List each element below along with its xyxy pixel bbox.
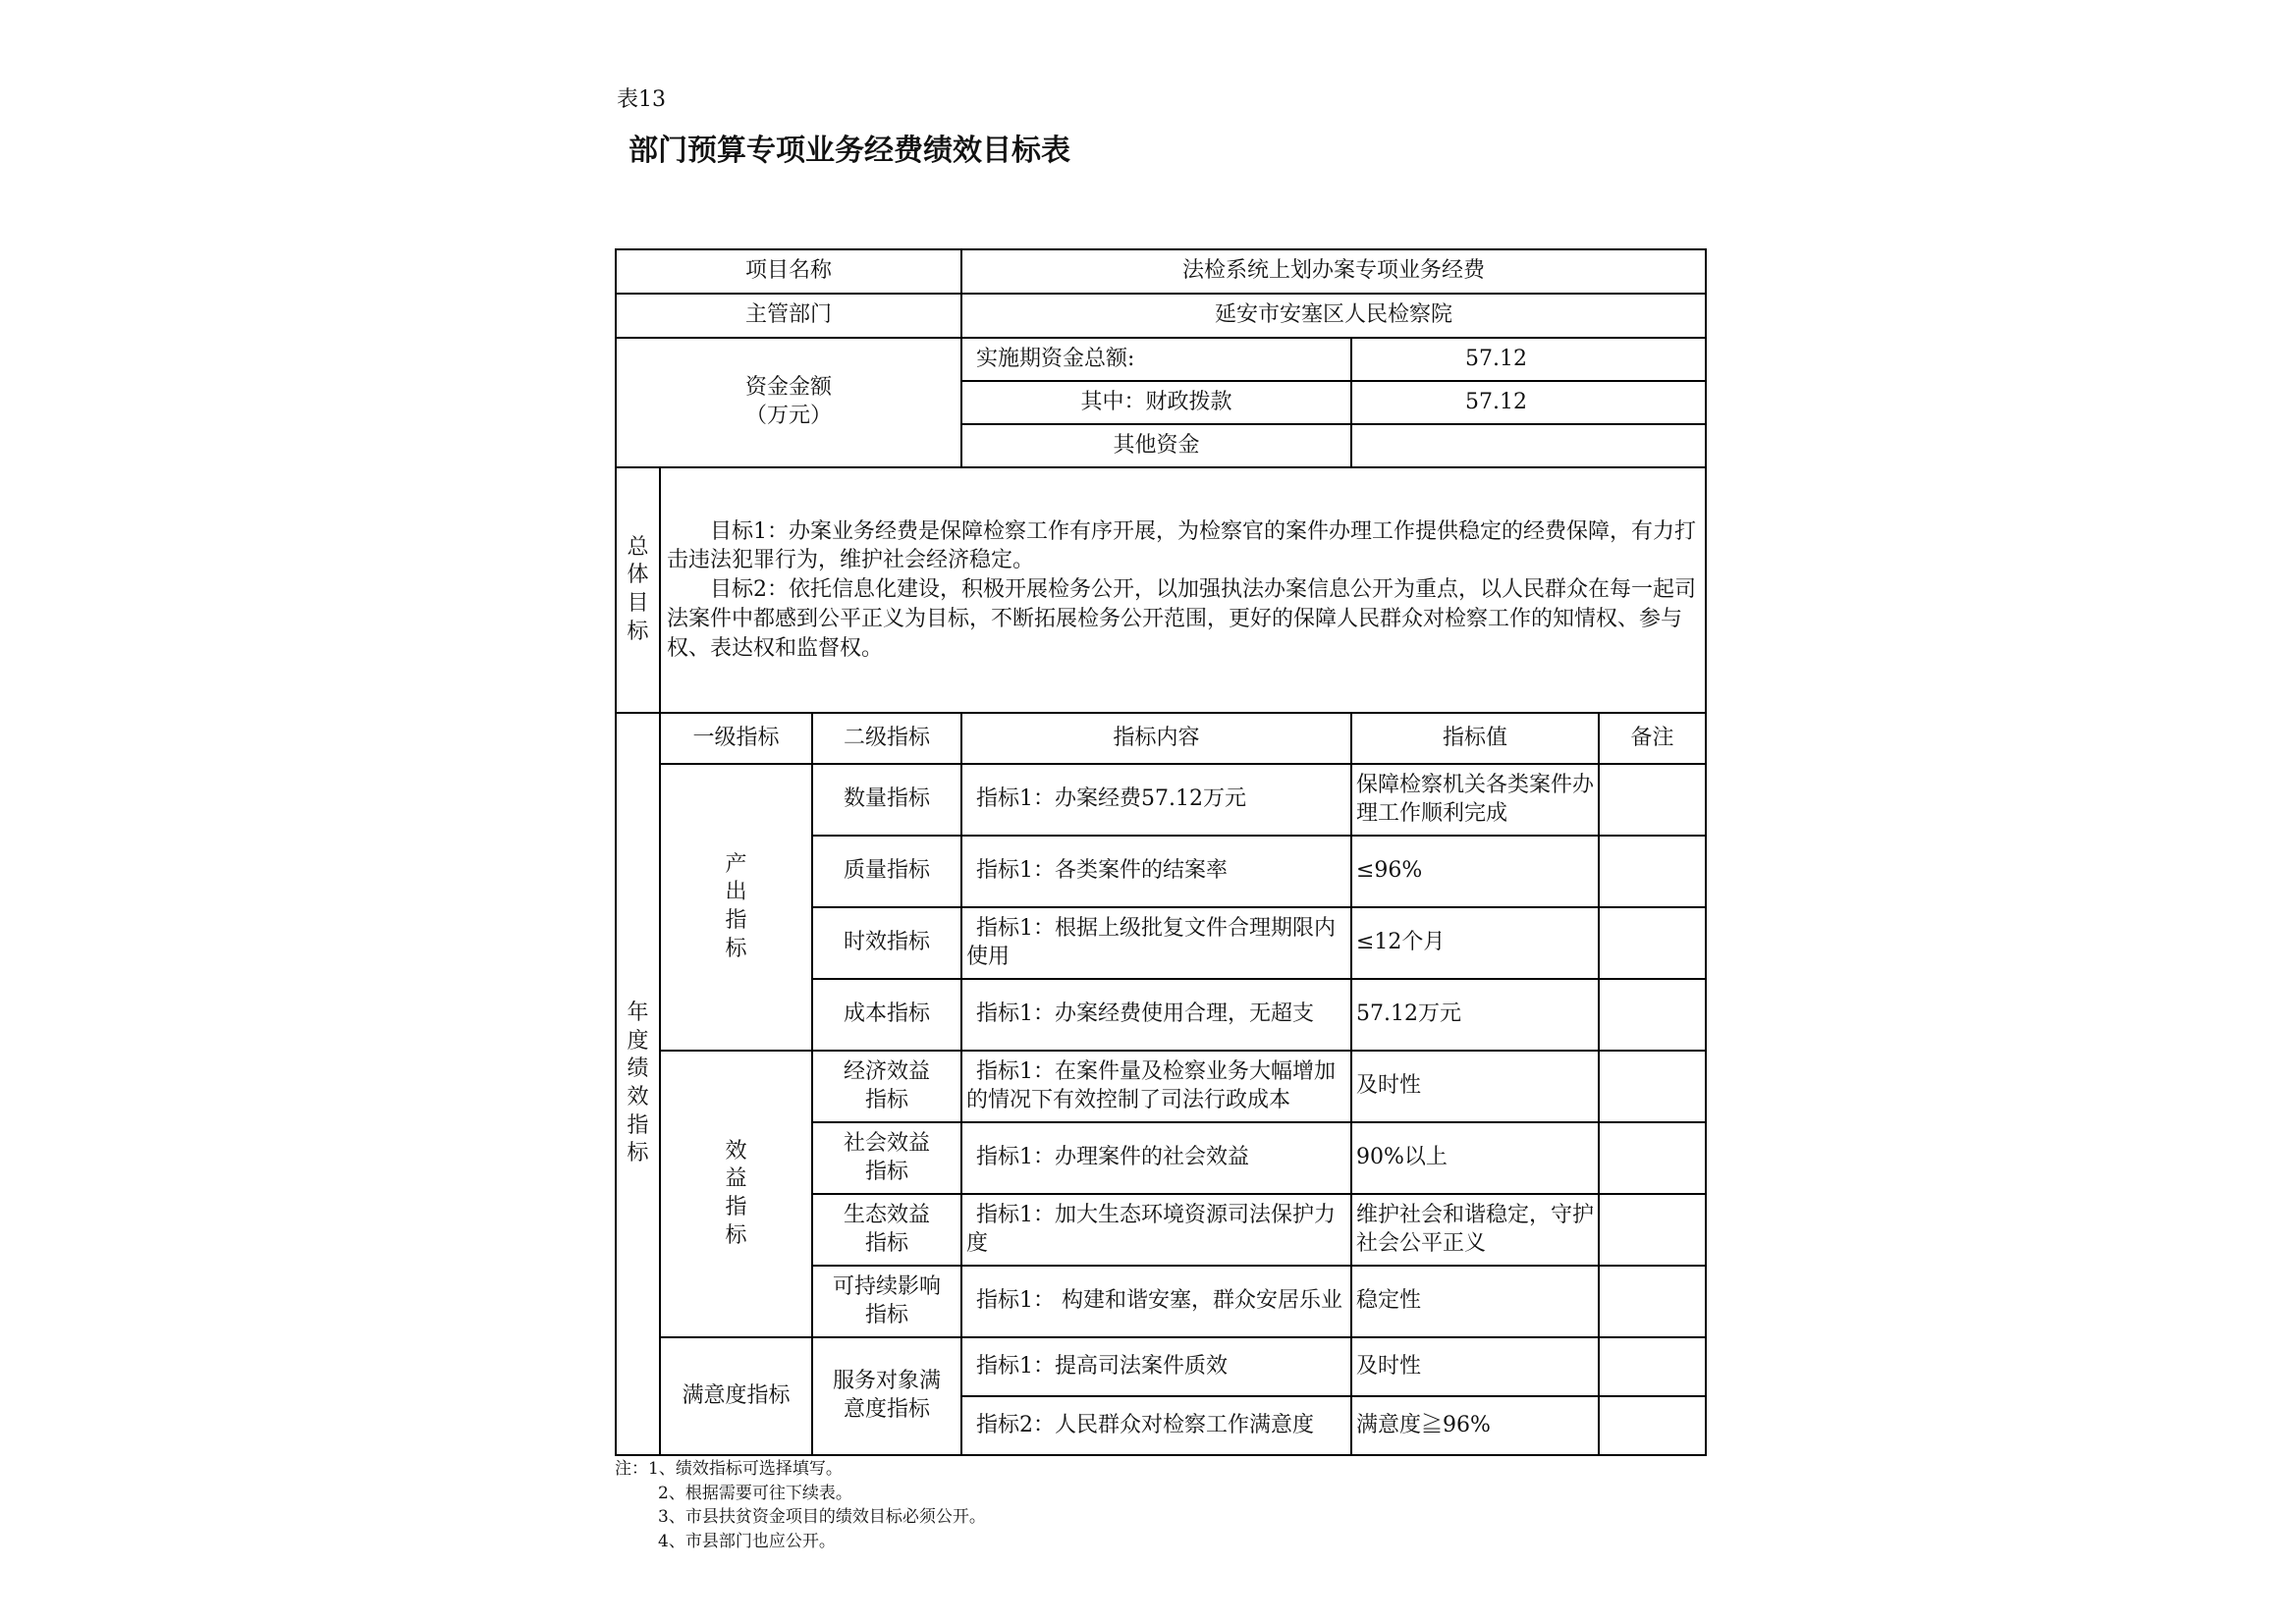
funds-other-value <box>1351 424 1706 467</box>
value-cell: 维护社会和谐稳定，守护社会公平正义 <box>1351 1194 1599 1266</box>
remark-cell <box>1599 1266 1706 1337</box>
project-name-value: 法检系统上划办案专项业务经费 <box>961 249 1706 294</box>
note-item: 注：1、绩效指标可选择填写。 <box>615 1459 843 1479</box>
annual-indicator-label: 年 度 绩 效 指 标 <box>616 713 660 1455</box>
value-cell: ≤96% <box>1351 836 1599 907</box>
value-cell: ≤12个月 <box>1351 907 1599 979</box>
overall-goal-label: 总 体 目 标 <box>616 467 660 713</box>
level2-cell: 时效指标 <box>812 907 961 979</box>
satisfaction-indicator-label: 满意度指标 <box>660 1337 812 1455</box>
project-name-label: 项目名称 <box>616 249 961 294</box>
content-cell: 指标1：办案经费使用合理，无超支 <box>961 979 1351 1051</box>
table-row <box>616 1337 1706 1396</box>
funds-label-cell <box>616 338 961 467</box>
performance-goal-table <box>615 248 1707 1456</box>
remark-cell <box>1599 979 1706 1051</box>
remark-cell <box>1599 1051 1706 1122</box>
level2-cell: 经济效益指标 <box>812 1051 961 1122</box>
row-overall-goal <box>616 467 1706 713</box>
header-remark: 备注 <box>1599 713 1706 764</box>
content-cell: 指标1：加大生态环境资源司法保护力度 <box>961 1194 1351 1266</box>
content-cell: 指标1：各类案件的结案率 <box>961 836 1351 907</box>
output-indicator-label: 产 出 指 标 <box>660 764 812 1051</box>
remark-cell <box>1599 1194 1706 1266</box>
notes <box>615 1457 986 1554</box>
value-cell: 及时性 <box>1351 1051 1599 1122</box>
remark-cell <box>1599 764 1706 836</box>
row-funds-total <box>616 338 1706 381</box>
value-cell: 保障检察机关各类案件办理工作顺利完成 <box>1351 764 1599 836</box>
content-cell: 指标1：办案经费57.12万元 <box>961 764 1351 836</box>
funds-other-label: 其他资金 <box>961 424 1351 467</box>
funds-label: 资金金额 <box>744 375 832 401</box>
content-cell: 指标1：根据上级批复文件合理期限内使用 <box>961 907 1351 979</box>
department-value: 延安市安塞区人民检察院 <box>961 294 1706 338</box>
content-cell: 指标2：人民群众对检察工作满意度 <box>961 1396 1351 1455</box>
content-cell: 指标1：提高司法案件质效 <box>961 1337 1351 1396</box>
goal-2: 目标2：依托信息化建设，积极开展检务公开，以加强执法办案信息公开为重点，以人民群众在每一起司法案件中都感到公平正义为目标，不断拓展检务公开范围，更好的保障人民群众对检察工作的知情权、参与权、表达权和监督权。 <box>667 577 1697 661</box>
funds-fiscal-value: 57.12 <box>1351 381 1706 424</box>
row-indicator-header <box>616 713 1706 764</box>
benefit-indicator-label: 效 益 指 标 <box>660 1051 812 1337</box>
table-row <box>616 764 1706 836</box>
note-item: 4、市县部门也应公开。 <box>658 1531 836 1551</box>
level2-cell: 社会效益指标 <box>812 1122 961 1194</box>
content-cell: 指标1： 构建和谐安塞，群众安居乐业 <box>961 1266 1351 1337</box>
note-item: 2、根据需要可往下续表。 <box>658 1483 852 1503</box>
level2-cell: 可持续影响指标 <box>812 1266 961 1337</box>
remark-cell <box>1599 907 1706 979</box>
remark-cell <box>1599 836 1706 907</box>
level2-cell: 质量指标 <box>812 836 961 907</box>
level2-cell: 服务对象满意度指标 <box>812 1337 961 1455</box>
level2-cell: 数量指标 <box>812 764 961 836</box>
table-number: 表13 <box>617 87 666 112</box>
value-cell: 稳定性 <box>1351 1266 1599 1337</box>
funds-fiscal-label: 其中：财政拨款 <box>961 381 1351 424</box>
header-content: 指标内容 <box>961 713 1351 764</box>
level2-cell: 成本指标 <box>812 979 961 1051</box>
goal-1: 目标1：办案业务经费是保障检察工作有序开展，为检察官的案件办理工作提供稳定的经费保障，有力打击违法犯罪行为，维护社会经济稳定。 <box>667 518 1697 573</box>
value-cell: 57.12万元 <box>1351 979 1599 1051</box>
page-title: 部门预算专项业务经费绩效目标表 <box>629 134 1070 168</box>
level2-cell: 生态效益指标 <box>812 1194 961 1266</box>
content-cell: 指标1：办理案件的社会效益 <box>961 1122 1351 1194</box>
row-department <box>616 294 1706 338</box>
overall-goal-text <box>660 467 1706 713</box>
value-cell: 及时性 <box>1351 1337 1599 1396</box>
remark-cell <box>1599 1122 1706 1194</box>
note-item: 3、市县扶贫资金项目的绩效目标必须公开。 <box>658 1507 986 1528</box>
header-level2: 二级指标 <box>812 713 961 764</box>
department-label: 主管部门 <box>616 294 961 338</box>
value-cell: 满意度≧96% <box>1351 1396 1599 1455</box>
table-row <box>616 1051 1706 1122</box>
funds-total-value: 57.12 <box>1351 338 1706 381</box>
header-value: 指标值 <box>1351 713 1599 764</box>
header-level1: 一级指标 <box>660 713 812 764</box>
funds-total-label: 实施期资金总额: <box>961 338 1351 381</box>
content-cell: 指标1：在案件量及检察业务大幅增加的情况下有效控制了司法行政成本 <box>961 1051 1351 1122</box>
row-project-name <box>616 249 1706 294</box>
remark-cell <box>1599 1337 1706 1396</box>
funds-unit: （万元） <box>744 404 832 428</box>
remark-cell <box>1599 1396 1706 1455</box>
value-cell: 90%以上 <box>1351 1122 1599 1194</box>
